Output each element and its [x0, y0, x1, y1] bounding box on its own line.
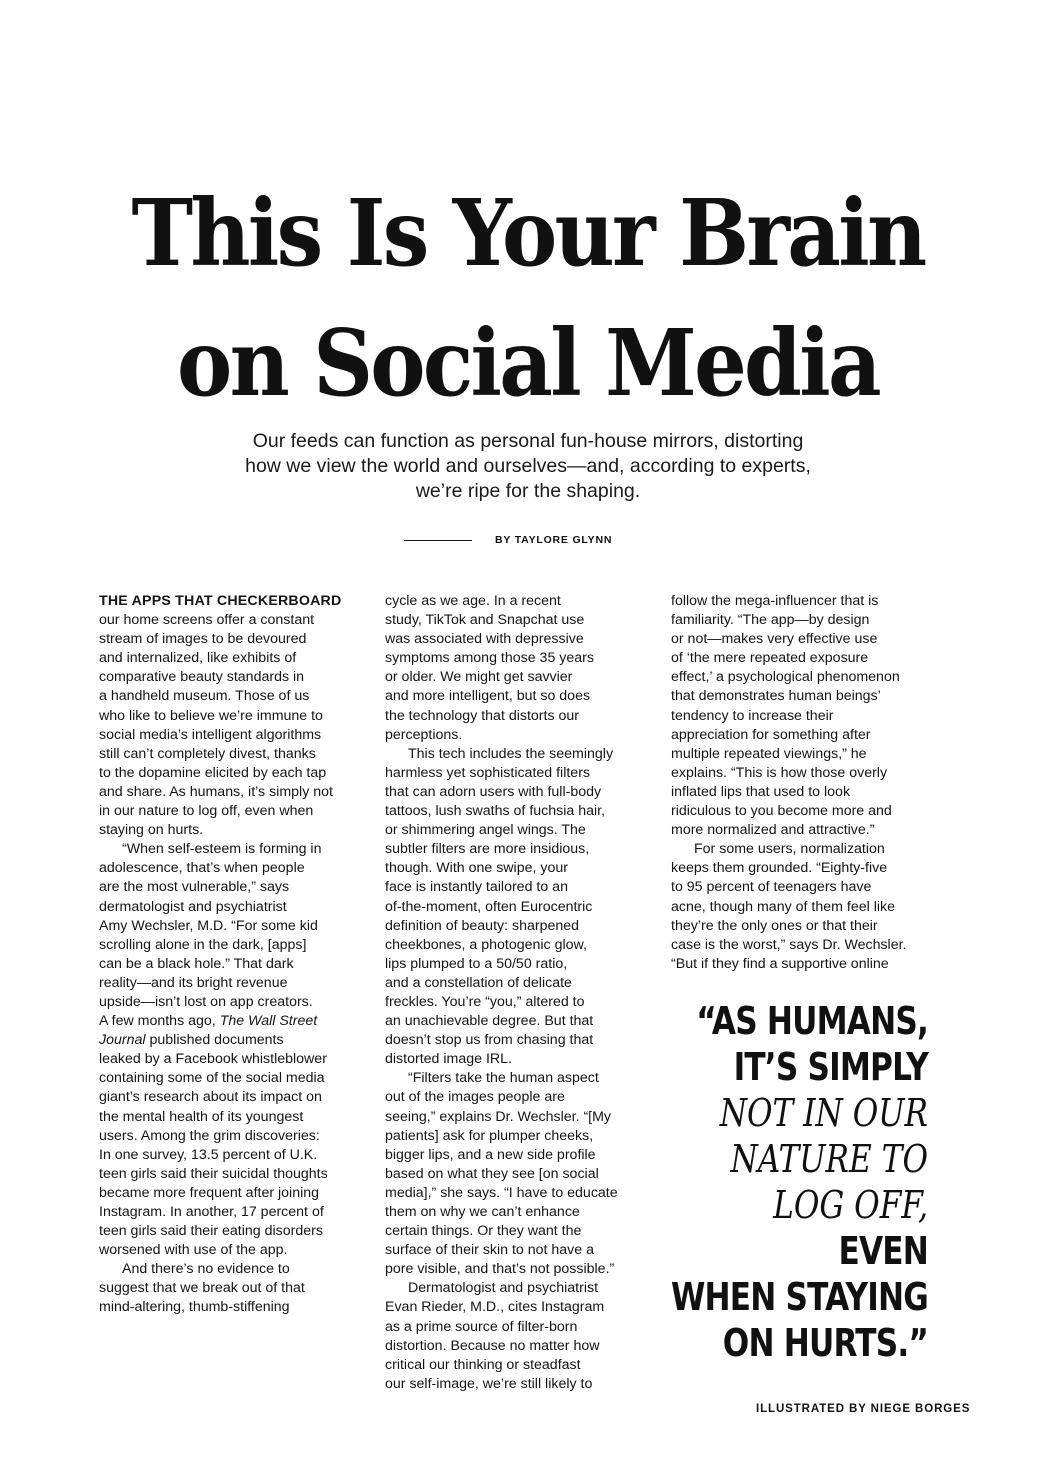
body-column-3 [671, 592, 906, 974]
body-line: perceptions. [385, 726, 463, 743]
body-line: stream of images to be devoured [99, 631, 307, 648]
body-line: teen girls said their eating disorders [99, 1223, 323, 1240]
body-line: dermatologist and psychiatrist [99, 898, 287, 915]
pull-quote-line: “AS HUMANS, [696, 999, 928, 1043]
body-line: teen girls said their suicidal thoughts [99, 1165, 328, 1182]
body-line: or older. We might get savvier [385, 669, 573, 686]
body-line [99, 1012, 341, 1031]
body-line: and a constellation of delicate [385, 974, 572, 991]
body-line: bigger lips, and a new side profile [385, 1146, 596, 1163]
pull-quote [626, 998, 928, 1366]
body-line: cycle as we age. In a recent [385, 593, 561, 609]
body-line: containing some of the social media [99, 1070, 325, 1087]
body-line: distorted image IRL. [385, 1051, 512, 1068]
byline: BY TAYLORE GLYNN [495, 534, 613, 546]
body-line: the technology that distorts our [385, 707, 580, 724]
body-line: In one survey, 13.5 percent of U.K. [99, 1146, 318, 1163]
body-line: critical our thinking or steadfast [385, 1356, 581, 1373]
body-line: users. Among the grim discoveries: [99, 1127, 320, 1144]
body-line: giant’s research about its impact on [99, 1089, 322, 1106]
body-line: And there’s no evidence to [122, 1261, 290, 1278]
body-line: to the dopamine elicited by each tap [99, 764, 327, 781]
body-line: was associated with depressive [385, 631, 584, 648]
body-line: symptoms among those 35 years [385, 650, 594, 667]
body-line: that can adorn users with full-body [385, 783, 602, 800]
body-line: lips plumped to a 50/50 ratio, [385, 955, 568, 972]
pull-quote-line: NOT IN OUR [719, 1091, 928, 1135]
headline-line: This Is Your Brain [131, 179, 925, 287]
body-line: can be a black hole.” That dark [99, 955, 294, 972]
body-line: Evan Rieder, M.D., cites Instagram [385, 1299, 605, 1316]
body-line: Instagram. In another, 17 percent of [99, 1204, 324, 1220]
body-line: familiarity. “The app—by design [671, 612, 870, 629]
body-column-2 [385, 592, 618, 1394]
body-line: mind-altering, thumb-stiffening [99, 1299, 290, 1316]
body-line: “When self-esteem is forming in [122, 841, 322, 858]
body-line: certain things. Or they want the [385, 1223, 582, 1240]
body-line: that demonstrates human beings’ [671, 688, 881, 705]
body-line: or shimmering angel wings. The [385, 822, 586, 839]
body-line: of-the-moment, often Eurocentric [385, 898, 593, 915]
body-line: still can’t completely divest, thanks [99, 745, 316, 762]
pull-quote-line: IT’S SIMPLY [733, 1045, 928, 1089]
body-line: For some users, normalization [694, 841, 885, 858]
body-line: study, TikTok and Snapchat use [385, 612, 585, 629]
pull-quote-line: ON HURTS.” [722, 1321, 928, 1365]
body-line: they’re the only ones or that their [671, 917, 878, 934]
body-line: reality—and its bright revenue [99, 974, 288, 991]
body-line: scrolling alone in the dark, [apps] [99, 936, 307, 953]
body-line: Amy Wechsler, M.D. “For some kid [99, 917, 318, 934]
pull-quote-italic: LOG OFF, [773, 1183, 928, 1227]
body-line: inflated lips that used to look [671, 783, 851, 800]
body-line: the mental health of its youngest [99, 1108, 304, 1125]
body-line: tendency to increase their [671, 707, 834, 724]
body-line: definition of beauty: sharpened [385, 917, 580, 934]
body-line: tattoos, lush swaths of fuchsia hair, [385, 803, 606, 820]
body-line: or not—makes very effective use [671, 631, 878, 648]
body-column-1 [99, 592, 341, 1318]
dek-line: how we view the world and ourselves—and, according to experts, [245, 455, 811, 477]
body-line: though. With one swipe, your [385, 860, 568, 877]
body-line: worsened with use of the app. [99, 1242, 288, 1259]
pull-quote-line: NATURE TO [730, 1137, 928, 1181]
body-line: “But if they find a supportive online [671, 955, 889, 972]
byline-rule [404, 540, 472, 541]
body-line: our self-image, we’re still likely to [385, 1375, 593, 1392]
body-line: a handheld museum. Those of us [99, 688, 310, 705]
body-line: follow the mega-influencer that is [671, 593, 879, 609]
body-line: multiple repeated viewings,” he [671, 745, 867, 762]
body-line: our home screens offer a constant [99, 612, 315, 629]
publication-title: The Wall Street [219, 1013, 318, 1030]
body-line [99, 1031, 341, 1050]
body-line: media],” she says. “I have to educate [385, 1184, 618, 1201]
body-line: face is instantly tailored to an [385, 879, 568, 896]
body-line: social media’s intelligent algorithms [99, 726, 322, 743]
body-line: and internalized, like exhibits of [99, 650, 297, 667]
dek [180, 429, 876, 504]
pull-quote-bold: EVEN [838, 1229, 928, 1273]
body-line: distortion. Because no matter how [385, 1337, 600, 1354]
body-line: Dermatologist and psychiatrist [408, 1280, 599, 1297]
body-line: based on what they see [on social [385, 1165, 599, 1182]
body-line: surface of their skin to not have a [385, 1242, 594, 1259]
body-text: published documents [149, 1032, 284, 1049]
body-line: adolescence, that’s when people [99, 860, 305, 877]
body-line: more normalized and attractive.” [671, 822, 875, 839]
body-line: This tech includes the seemingly [408, 745, 614, 762]
body-line: as a prime source of filter-born [385, 1318, 578, 1335]
body-line: in our nature to log off, even when [99, 803, 314, 820]
body-line: freckles. You’re “you,” altered to [385, 993, 585, 1010]
body-line: explains. “This is how those overly [671, 764, 888, 781]
body-line: subtler filters are more insidious, [385, 841, 590, 858]
body-line: appreciation for something after [671, 726, 871, 743]
lead-in: THE APPS THAT CHECKERBOARD [99, 593, 342, 609]
dek-line: Our feeds can function as personal fun-house mirrors, distorting [252, 430, 804, 452]
body-text: A few months ago, [99, 1013, 216, 1030]
body-line: became more frequent after joining [99, 1184, 320, 1201]
body-line: harmless yet sophisticated filters [385, 764, 591, 781]
pull-quote-line [626, 1182, 928, 1274]
body-line: “Filters take the human aspect [408, 1070, 599, 1087]
headline-line: on Social Media [177, 309, 879, 417]
body-line: patients] ask for plumper cheeks, [385, 1127, 594, 1144]
body-line: acne, though many of them feel like [671, 898, 895, 915]
body-line: staying on hurts. [99, 822, 204, 839]
body-line: an unachievable degree. But that [385, 1013, 594, 1030]
body-line: ridiculous to you become more and [671, 803, 892, 820]
illustration-credit: ILLUSTRATED BY NIEGE BORGES [756, 1403, 971, 1415]
body-line: case is the worst,” says Dr. Wechsler. [671, 936, 907, 953]
body-line: to 95 percent of teenagers have [671, 879, 872, 896]
publication-title: Journal [99, 1032, 146, 1049]
body-line: are the most vulnerable,” says [99, 879, 290, 896]
body-line: comparative beauty standards in [99, 669, 305, 686]
body-line: them on why we can’t enhance [385, 1204, 580, 1220]
body-line: upside—isn’t lost on app creators. [99, 993, 313, 1010]
body-line: pore visible, and that’s not possible.” [385, 1261, 615, 1278]
body-line: cheekbones, a photogenic glow, [385, 936, 587, 953]
body-line: suggest that we break out of that [99, 1280, 305, 1297]
pull-quote-line: WHEN STAYING [670, 1275, 928, 1319]
body-line: out of the images people are [385, 1089, 565, 1106]
body-line: who like to believe we’re immune to [99, 707, 323, 724]
body-line: effect,’ a psychological phenomenon [671, 669, 900, 686]
body-line: doesn’t stop us from chasing that [385, 1032, 594, 1049]
body-line: leaked by a Facebook whistleblower [99, 1051, 327, 1068]
body-line: seeing,” explains Dr. Wechsler. “[My [385, 1108, 612, 1125]
body-line: and more intelligent, but so does [385, 688, 591, 705]
body-line: and share. As humans, it’s simply not [99, 783, 333, 800]
headline [53, 168, 1003, 428]
dek-line: we’re ripe for the shaping. [415, 480, 641, 502]
body-line: of ‘the mere repeated exposure [671, 650, 869, 667]
body-line: keeps them grounded. “Eighty-five [671, 860, 888, 877]
